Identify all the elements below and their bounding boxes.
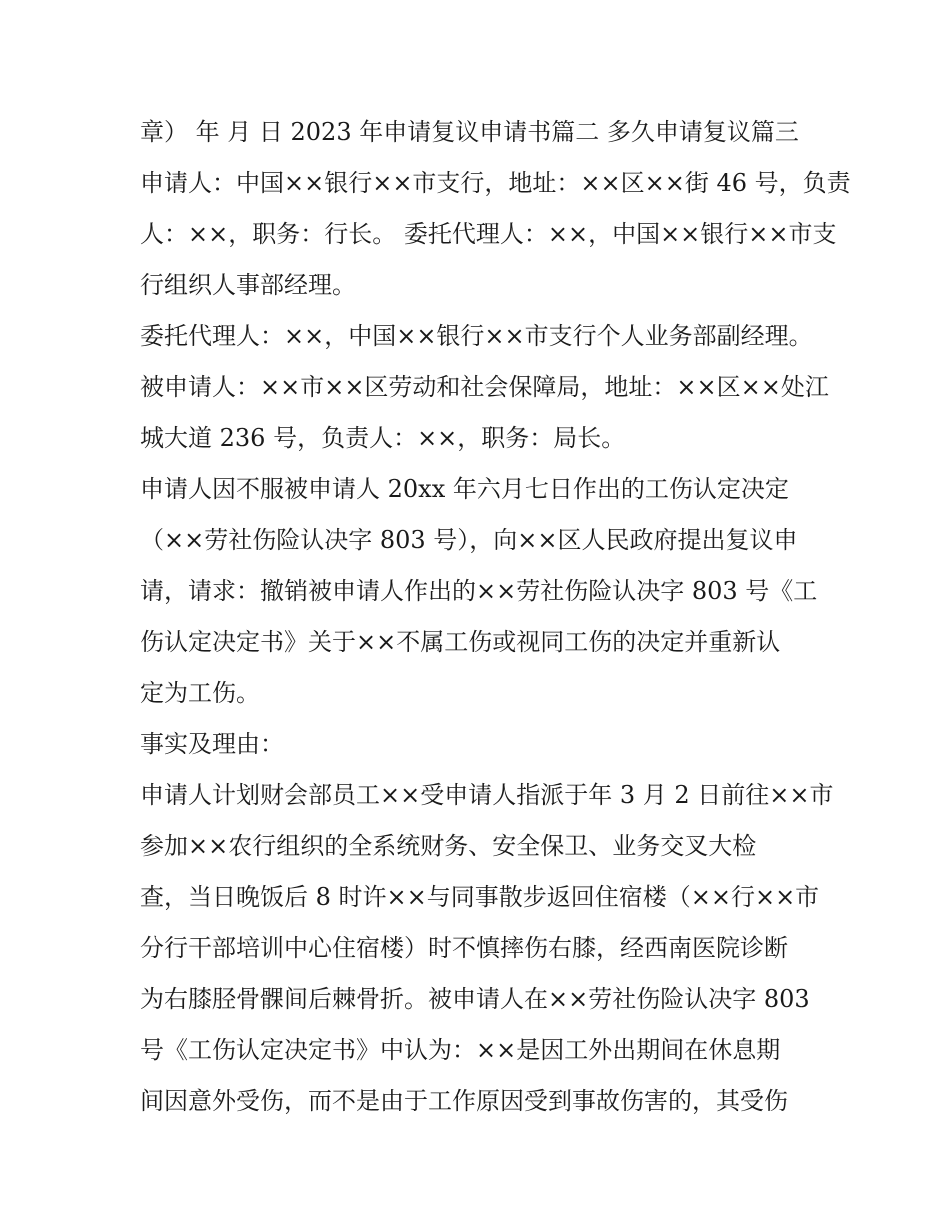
text-line: 委托代理人：××，中国××银行××市支行个人业务部副经理。: [140, 322, 813, 350]
text-line: 章） 年 月 日 2023 年申请复议申请书篇二 多久申请复议篇三: [140, 118, 799, 146]
text-line: 人：××，职务：行长。 委托代理人：××，中国××银行××市支: [140, 220, 837, 248]
text-line: 分行干部培训中心住宿楼）时不慎摔伤右膝，经西南医院诊断: [140, 934, 788, 962]
text-line: 伤认定决定书》关于××不属工伤或视同工伤的决定并重新认: [140, 628, 781, 656]
text-line: 事实及理由：: [140, 730, 284, 758]
text-line: 号《工伤认定决定书》中认为：××是因工外出期间在休息期: [140, 1036, 781, 1064]
document-body: [140, 110, 851, 1130]
text-line: 申请人因不服被申请人 20xx 年六月七日作出的工伤认定决定: [140, 475, 789, 503]
text-line: 被申请人：××市××区劳动和社会保障局，地址：××区××处江: [140, 373, 829, 401]
text-line: 请，请求：撤销被申请人作出的××劳社伤险认决字 803 号《工: [140, 577, 818, 605]
text-line: 间因意外受伤，而不是由于工作原因受到事故伤害的，其受伤: [140, 1087, 788, 1115]
text-line: 定为工伤。: [140, 679, 260, 707]
text-line: 行组织人事部经理。: [140, 271, 356, 299]
text-line: 申请人：中国××银行××市支行，地址：××区××街 46 号，负责: [140, 169, 851, 197]
text-line: 查，当日晚饭后 8 时许××与同事散步返回住宿楼（××行××市: [140, 883, 820, 911]
text-line: （××劳社伤险认决字 803 号），向××区人民政府提出复议申: [140, 526, 798, 554]
text-line: 申请人计划财会部员工××受申请人指派于年 3 月 2 日前往××市: [140, 781, 834, 809]
text-line: 参加××农行组织的全系统财务、安全保卫、业务交叉大检: [140, 832, 757, 860]
text-line: 为右膝胫骨髁间后棘骨折。被申请人在××劳社伤险认决字 803: [140, 985, 810, 1013]
text-line: 城大道 236 号，负责人：××，职务：局长。: [140, 424, 626, 452]
